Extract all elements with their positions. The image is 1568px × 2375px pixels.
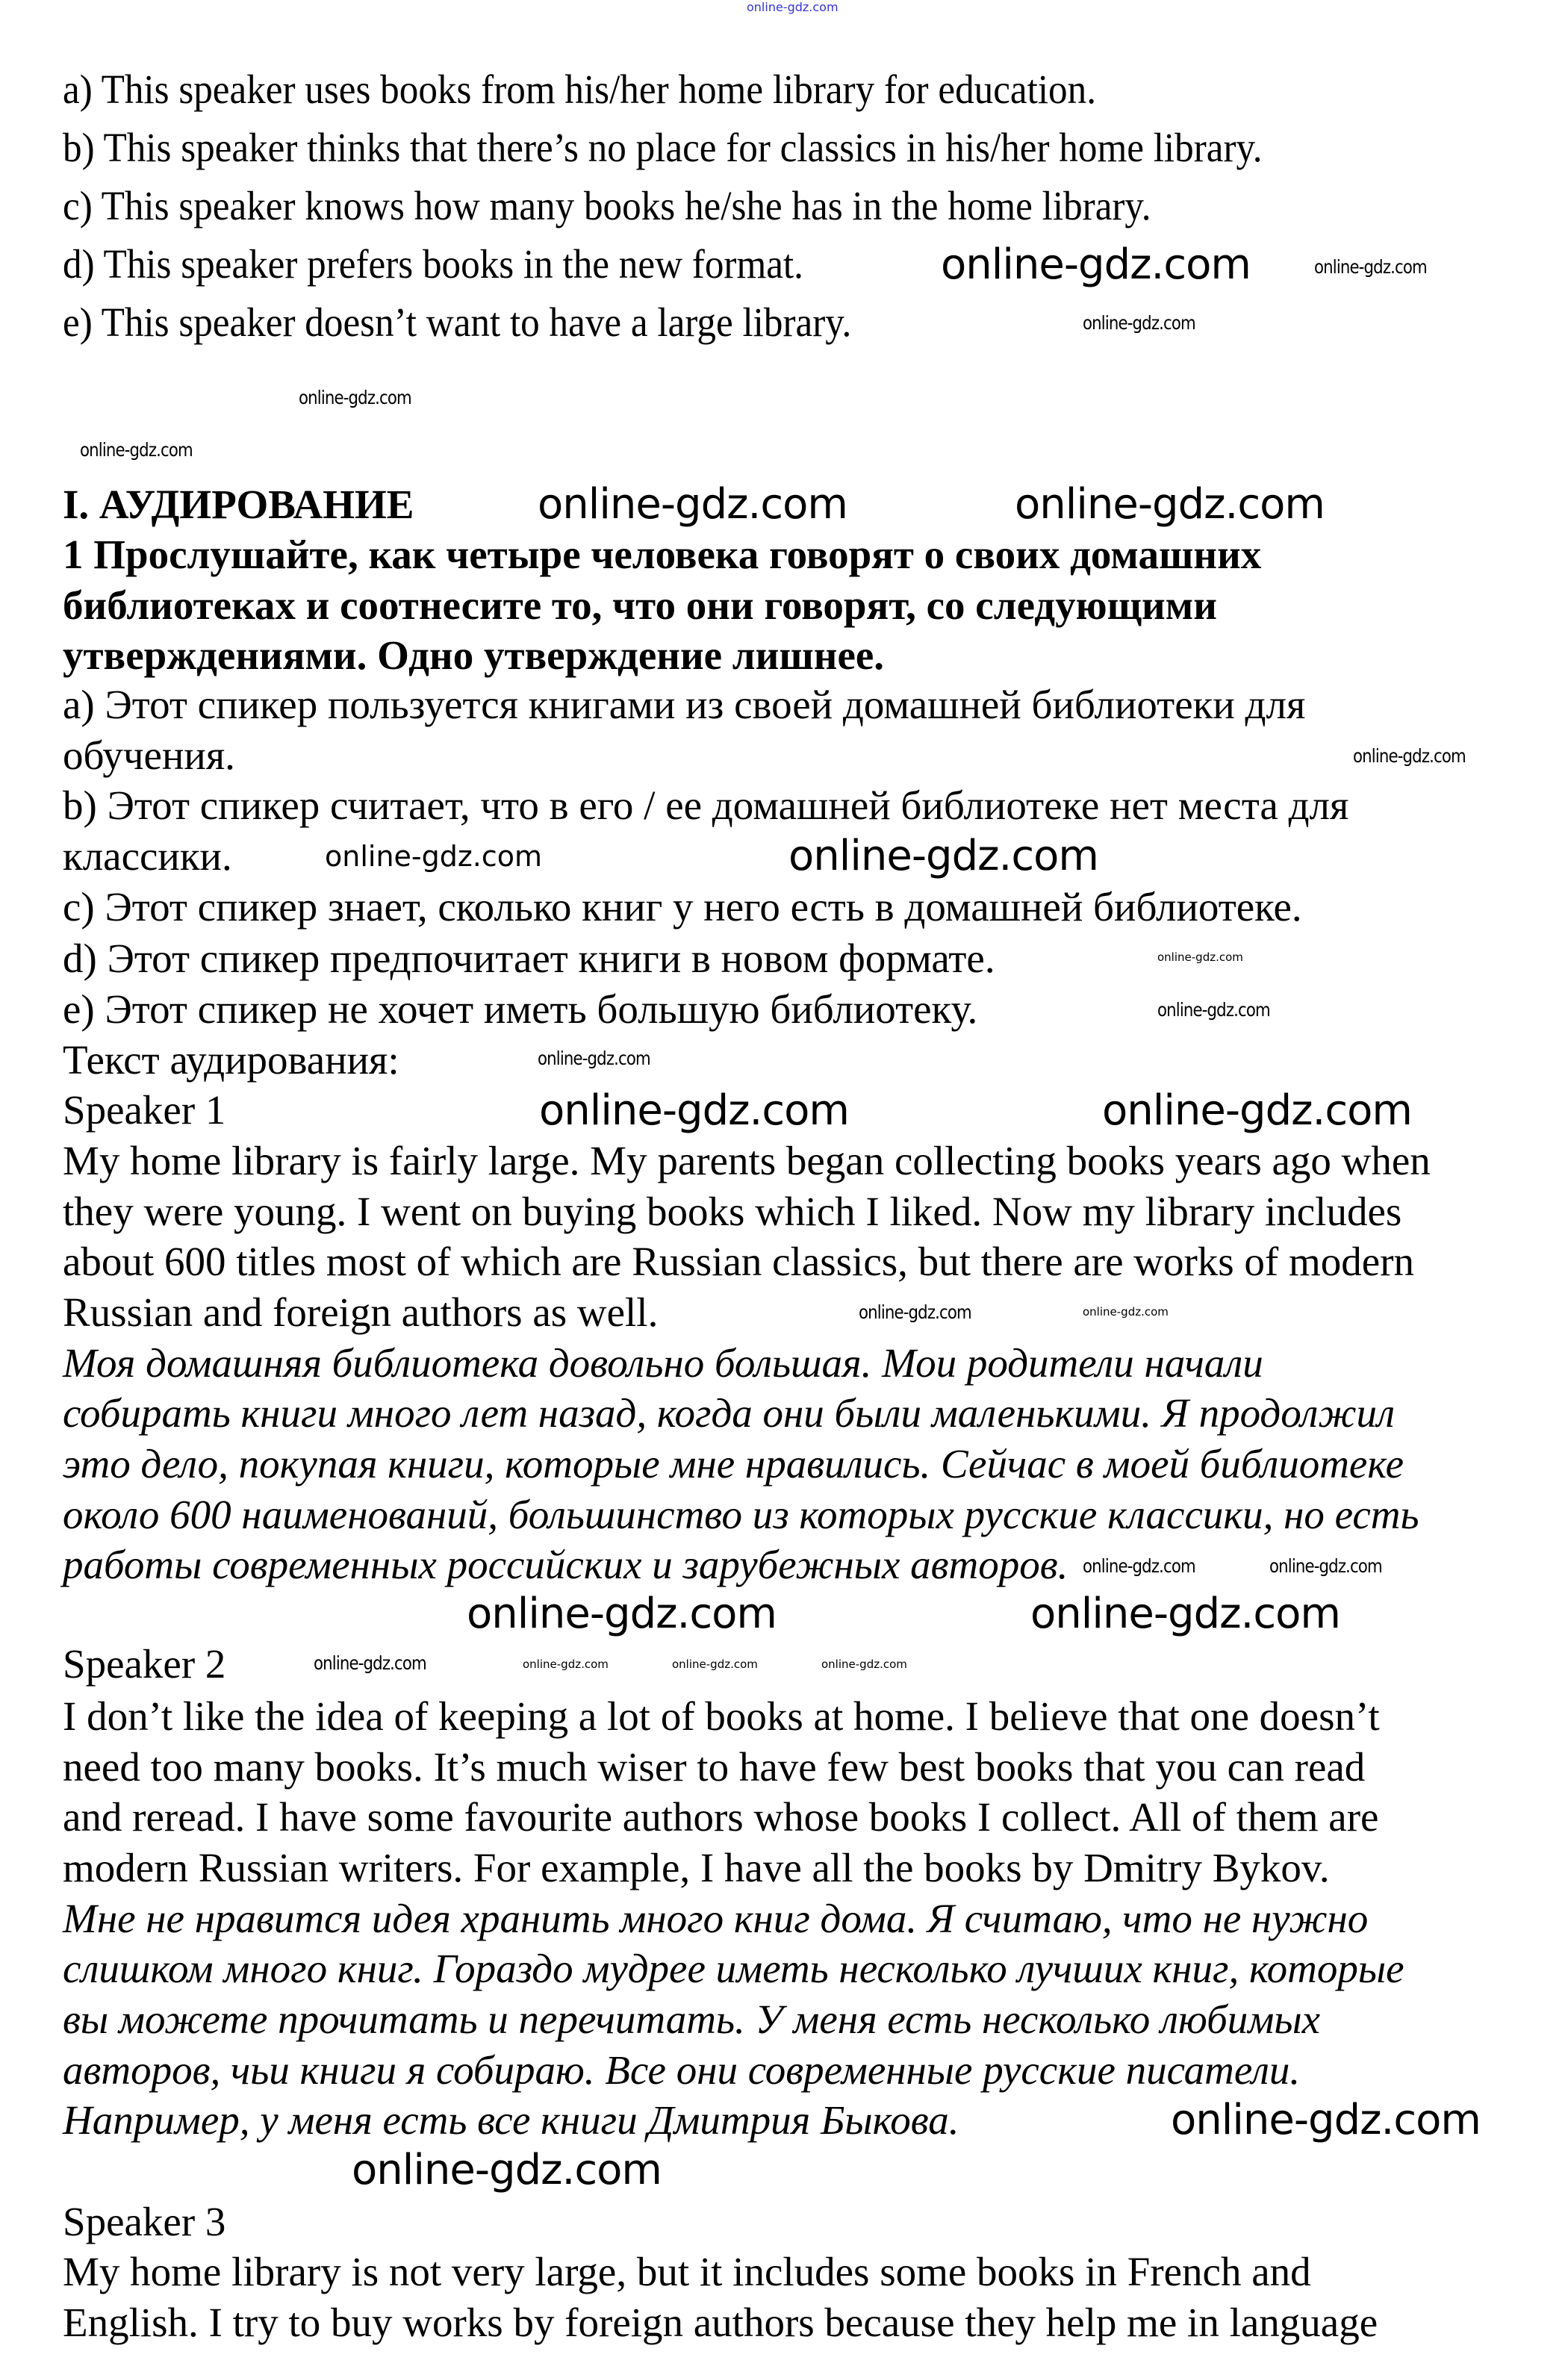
speaker-label: Speaker 1 bbox=[63, 1087, 226, 1133]
speaker-text-en: My home library is fairly large. My parents began collecting books years ago when bbox=[63, 1138, 1431, 1183]
russian-option-e: e) Этот спикер не хочет иметь большую библиотеку. bbox=[63, 986, 978, 1032]
watermark: online-gdz.com bbox=[467, 1590, 777, 1638]
speaker-text-en: I don’t like the idea of keeping a lot of books at home. I believe that one doesn’t bbox=[63, 1693, 1380, 1739]
watermark: online-gdz.com bbox=[325, 840, 543, 873]
top-watermark: online-gdz.com bbox=[747, 0, 839, 14]
russian-option-a: a) Этот спикер пользуется книгами из своей домашней библиотеки для bbox=[63, 682, 1306, 727]
russian-option-b: b) Этот спикер считает, что в его / ее домашней библиотеке нет места для bbox=[63, 782, 1349, 828]
speaker-text-en: and reread. I have some favourite authors whose books I collect. All of them are bbox=[63, 1794, 1379, 1840]
speaker-label: Speaker 2 bbox=[63, 1641, 226, 1687]
watermark: online-gdz.com bbox=[538, 1048, 650, 1069]
english-option-b: b) This speaker thinks that there’s no place for classics in his/her home library. bbox=[63, 125, 1263, 170]
speaker-text-en: modern Russian writers. For example, I have all the books by Dmitry Bykov. bbox=[63, 1845, 1330, 1890]
english-option-d: d) This speaker prefers books in the new format. bbox=[63, 241, 803, 287]
russian-option-b-cont: классики. bbox=[63, 833, 232, 879]
watermark: online-gdz.com bbox=[299, 387, 411, 408]
speaker-text-ru: слишком много книг. Гораздо мудрее иметь несколько лучших книг, которые bbox=[63, 1946, 1404, 1991]
speaker-text-ru: Моя домашняя библиотека довольно большая. Мои родители начали bbox=[63, 1340, 1263, 1386]
listening-label: Текст аудирования: bbox=[63, 1037, 399, 1083]
task-line: библиотеках и соотнесите то, что они говорят, со следующими bbox=[63, 582, 1217, 628]
speaker-text-en: need too many books. It’s much wiser to have few best books that you can read bbox=[63, 1744, 1366, 1790]
watermark: online-gdz.com bbox=[788, 832, 1098, 880]
english-option-e: e) This speaker doesn’t want to have a large library. bbox=[63, 299, 852, 345]
watermark: online-gdz.com bbox=[1102, 1086, 1412, 1135]
task-line: 1 Прослушайте, как четыре человека говорят о своих домашних bbox=[63, 532, 1262, 577]
english-option-a: a) This speaker uses books from his/her home library for education. bbox=[63, 66, 1096, 112]
watermark: online-gdz.com bbox=[821, 1657, 907, 1671]
speaker-label: Speaker 3 bbox=[63, 2199, 226, 2244]
watermark: online-gdz.com bbox=[1083, 312, 1195, 334]
watermark: online-gdz.com bbox=[80, 439, 193, 461]
watermark: online-gdz.com bbox=[1157, 950, 1243, 964]
watermark: online-gdz.com bbox=[672, 1657, 758, 1671]
watermark: online-gdz.com bbox=[539, 1086, 849, 1135]
task-line: утверждениями. Одно утверждение лишнее. bbox=[63, 632, 885, 678]
watermark: online-gdz.com bbox=[1083, 1305, 1169, 1319]
speaker-text-en: English. I try to buy works by foreign authors because they help me in language bbox=[63, 2300, 1378, 2345]
watermark: online-gdz.com bbox=[1083, 1555, 1195, 1577]
english-option-c: c) This speaker knows how many books he/she has in the home library. bbox=[63, 183, 1151, 228]
speaker-text-ru: это дело, покупая книги, которые мне нравились. Сейчас в моей библиотеке bbox=[63, 1441, 1404, 1487]
speaker-text-ru: около 600 наименований, большинство из которых русские классики, но есть bbox=[63, 1492, 1419, 1537]
watermark: online-gdz.com bbox=[1015, 480, 1325, 529]
watermark: online-gdz.com bbox=[1314, 256, 1427, 278]
speaker-text-ru: собирать книги много лет назад, когда они были маленькими. Я продолжил bbox=[63, 1390, 1395, 1436]
watermark: online-gdz.com bbox=[941, 240, 1251, 289]
watermark: online-gdz.com bbox=[1171, 2096, 1481, 2144]
speaker-text-en: about 600 titles most of which are Russian classics, but there are works of modern bbox=[63, 1239, 1415, 1284]
watermark: online-gdz.com bbox=[538, 480, 847, 529]
section-heading: I. АУДИРОВАНИЕ bbox=[63, 482, 414, 527]
speaker-text-en: they were young. I went on buying books which I liked. Now my library includes bbox=[63, 1189, 1402, 1234]
speaker-text-en: My home library is not very large, but it includes some books in French and bbox=[63, 2249, 1311, 2294]
watermark: online-gdz.com bbox=[1353, 745, 1466, 767]
watermark: online-gdz.com bbox=[1157, 999, 1270, 1021]
watermark: online-gdz.com bbox=[352, 2146, 662, 2194]
speaker-text-ru: вы можете прочитать и перечитать. У меня есть несколько любимых bbox=[63, 1996, 1320, 2042]
speaker-text-ru: авторов, чьи книги я собираю. Все они современные русские писатели. bbox=[63, 2047, 1301, 2093]
speaker-text-en: Russian and foreign authors as well. bbox=[63, 1289, 659, 1335]
russian-option-d: d) Этот спикер предпочитает книги в новом формате. bbox=[63, 936, 995, 981]
watermark: online-gdz.com bbox=[1269, 1555, 1382, 1577]
watermark: online-gdz.com bbox=[523, 1657, 609, 1671]
russian-option-a-cont: обучения. bbox=[63, 732, 235, 778]
watermark: online-gdz.com bbox=[859, 1301, 971, 1323]
watermark: online-gdz.com bbox=[1030, 1590, 1340, 1638]
speaker-text-ru: Мне не нравится идея хранить много книг дома. Я считаю, что не нужно bbox=[63, 1896, 1369, 1941]
watermark: online-gdz.com bbox=[314, 1652, 426, 1674]
speaker-text-ru: работы современных российских и зарубежных авторов. bbox=[63, 1542, 1068, 1587]
russian-option-c: c) Этот спикер знает, сколько книг у него есть в домашней библиотеке. bbox=[63, 884, 1302, 930]
speaker-text-ru: Например, у меня есть все книги Дмитрия Быкова. bbox=[63, 2097, 959, 2143]
